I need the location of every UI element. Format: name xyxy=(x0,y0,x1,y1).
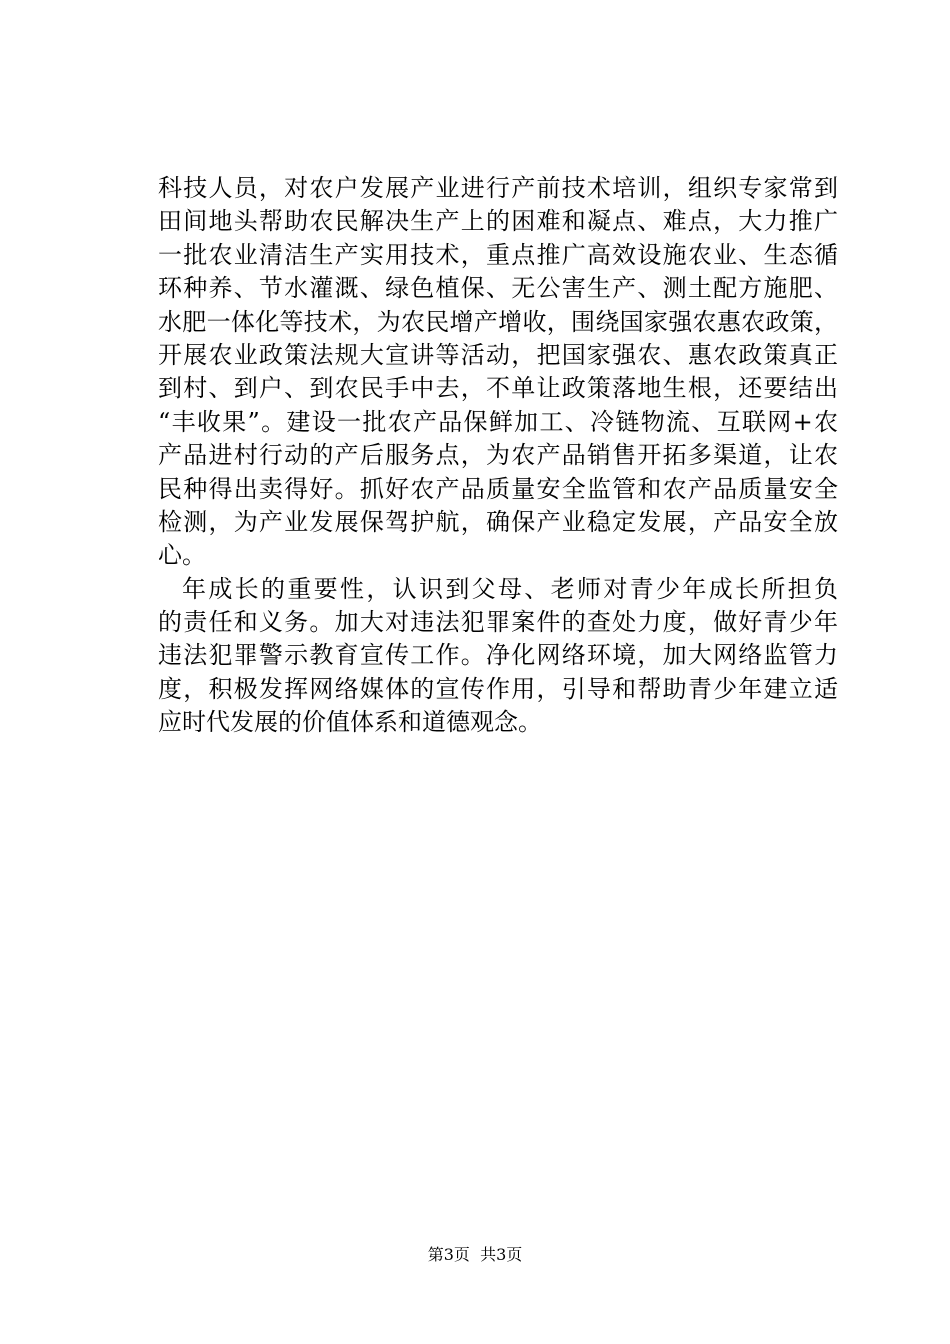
paragraph-1-line: 产品进村行动的产后服务点，为农产品销售开拓多渠道，让农 xyxy=(158,441,838,470)
paragraph-1-line: 心。 xyxy=(158,541,206,570)
paragraph-1-line: 田间地头帮助农民解决生产上的困难和凝点、难点，大力推广 xyxy=(158,207,838,236)
paragraph-1-line: “丰收果”。建设一批农产品保鲜加工、冷链物流、互联网+农 xyxy=(158,407,838,436)
paragraph-2-line: 应时代发展的价值体系和道德观念。 xyxy=(158,708,542,737)
paragraph-2-line: 违法犯罪警示教育宣传工作。净化网络环境，加大网络监管力 xyxy=(158,641,838,670)
paragraph-1-line: 检测，为产业发展保驾护航，确保产业稳定发展，产品安全放 xyxy=(158,507,838,536)
page-number-footer: 第3页 共3页 xyxy=(427,1245,523,1264)
paragraph-2-line: 年成长的重要性，认识到父母、老师对青少年成长所担负 xyxy=(182,574,838,603)
document-body xyxy=(158,172,838,740)
paragraph-2-line: 的责任和义务。加大对违法犯罪案件的查处力度，做好青少年 xyxy=(158,608,838,637)
paragraph-1-line: 到村、到户、到农民手中去，不单让政策落地生根，还要结出 xyxy=(158,374,838,403)
paragraph-1-line: 环种养、节水灌溉、绿色植保、无公害生产、测土配方施肥、 xyxy=(158,274,838,303)
paragraph-1-line: 开展农业政策法规大宣讲等活动，把国家强农、惠农政策真正 xyxy=(158,340,838,369)
paragraph-1-line: 一批农业清洁生产实用技术，重点推广高效设施农业、生态循 xyxy=(158,240,838,269)
paragraph-1-line: 科技人员，对农户发展产业进行产前技术培训，组织专家常到 xyxy=(158,174,838,202)
paragraph-1-line: 水肥一体化等技术，为农民增产增收，围绕国家强农惠农政策， xyxy=(158,307,838,336)
paragraph-1-line: 民种得出卖得好。抓好农产品质量安全监管和农产品质量安全 xyxy=(158,474,838,503)
paragraph-2-line: 度，积极发挥网络媒体的宣传作用，引导和帮助青少年建立适 xyxy=(158,674,838,703)
